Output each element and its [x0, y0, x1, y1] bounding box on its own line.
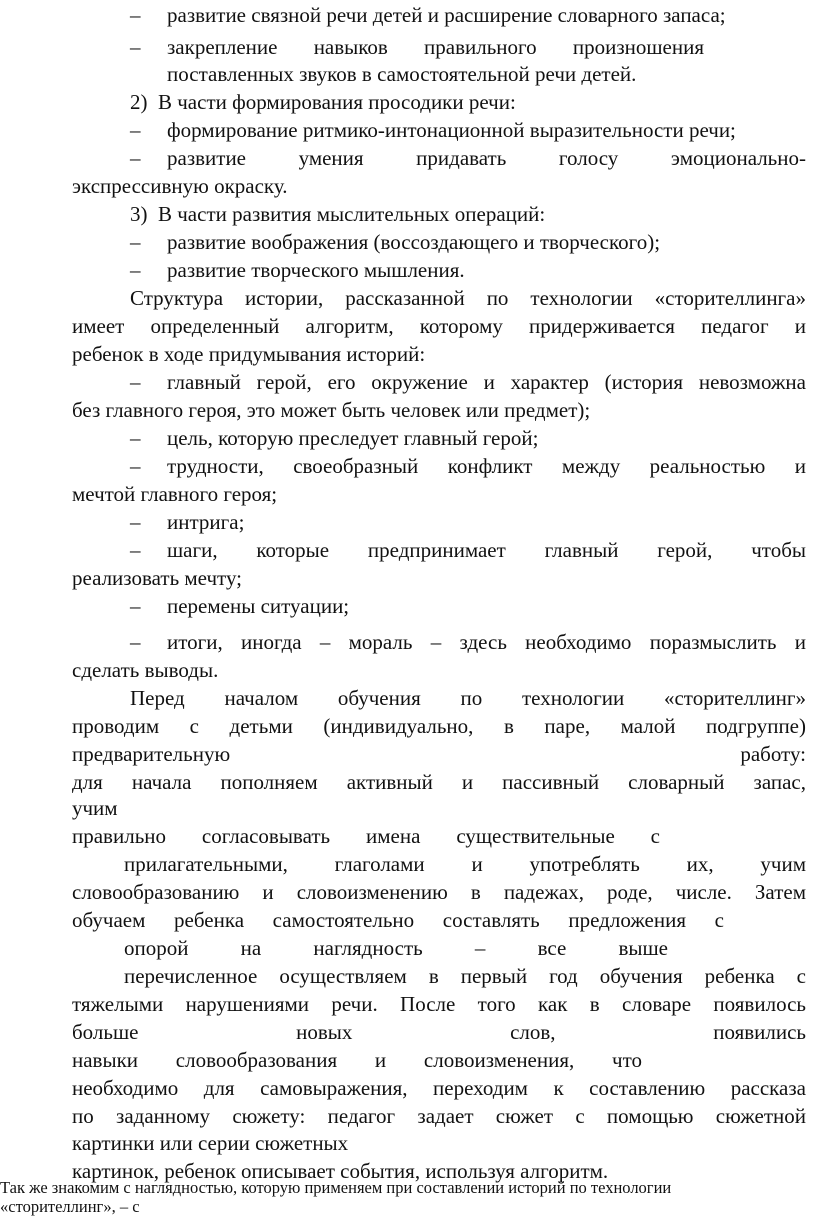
- dash-bullet: –: [130, 510, 141, 534]
- dash-bullet: –: [130, 118, 141, 142]
- text-line: реализовать мечту;: [72, 566, 242, 590]
- text-line: опорой на наглядность – все выше: [124, 936, 668, 960]
- list-item: развитие творческого мышления.: [167, 258, 465, 282]
- dash-bullet: –: [130, 370, 141, 394]
- list-item: развитие связной речи детей и расширение словарного запаса;: [167, 3, 726, 27]
- text-line: проводим с детьми (индивидуально, в паре, малой подгруппе): [72, 714, 806, 738]
- dash-bullet: –: [130, 35, 141, 59]
- text-line: имеет определенный алгоритм, которому придерживается педагог и: [72, 314, 806, 338]
- text-line: мечтой главного героя;: [72, 482, 278, 506]
- text-line: навыки словообразования и словоизменения, что: [72, 1048, 642, 1072]
- text-line: сделать выводы.: [72, 658, 219, 682]
- dash-bullet: –: [130, 426, 141, 450]
- text-line: перечисленное осуществляем в первый год обучения ребенка с: [124, 964, 806, 988]
- text-line: Перед началом обучения по технологии «сторителлинг»: [130, 686, 806, 710]
- list-item: закрепление навыков правильного произношения: [167, 35, 704, 59]
- dash-bullet: –: [130, 538, 141, 562]
- text-line: 3) В части развития мыслительных операций:: [130, 202, 546, 226]
- list-item: перемены ситуации;: [167, 594, 350, 618]
- dash-bullet: –: [130, 258, 141, 282]
- text-line: прилагательными, глаголами и употреблять их, учим: [124, 852, 806, 876]
- dash-bullet: –: [130, 146, 141, 170]
- text-line: 2) В части формирования просодики речи:: [130, 90, 516, 114]
- text-line: правильно согласовывать имена существительные с: [72, 824, 660, 848]
- text-line: для начала пополняем активный и пассивный словарный запас,: [72, 770, 806, 794]
- text-line: поставленных звуков в самостоятельной речи детей.: [167, 62, 637, 86]
- text-line: ребенок в ходе придумывания историй:: [72, 342, 426, 366]
- list-item: цель, которую преследует главный герой;: [167, 426, 539, 450]
- list-item: трудности, своеобразный конфликт между реальностью и: [167, 454, 806, 478]
- list-item: интрига;: [167, 510, 245, 534]
- text-line: предварительную: [72, 742, 231, 766]
- list-item: итоги, иногда – мораль – здесь необходимо поразмыслить и: [167, 630, 806, 654]
- list-item: развитие воображения (воссоздающего и творческого);: [167, 230, 661, 254]
- text-line: учим: [72, 796, 118, 820]
- text-line: работу:: [740, 742, 806, 766]
- text-line: картинки или серии сюжетных: [72, 1131, 349, 1155]
- text-line: словообразованию и словоизменению в падежах, роде, числе. Затем: [72, 880, 806, 904]
- footer-line: Так же знакомим с наглядностью, которую применяем при составлении историй по технологии: [0, 1178, 672, 1197]
- text-line: тяжелыми нарушениями речи. После того как в словаре появилось: [72, 992, 806, 1016]
- dash-bullet: –: [130, 3, 141, 27]
- text-line: картинок, ребенок описывает события, используя алгоритм.: [72, 1159, 609, 1183]
- footer-line: «сторителлинг», – с: [0, 1197, 140, 1216]
- dash-bullet: –: [130, 594, 141, 618]
- text-line: без главного героя, это может быть человек или предмет);: [72, 398, 591, 422]
- list-item: формирование ритмико-интонационной выразительности речи;: [167, 118, 736, 142]
- text-line: экспрессивную окраску.: [72, 174, 288, 198]
- list-item: развитие умения придавать голосу эмоционально-: [167, 146, 806, 170]
- dash-bullet: –: [130, 454, 141, 478]
- dash-bullet: –: [130, 230, 141, 254]
- text-line: больше новых слов, появились: [72, 1020, 806, 1044]
- text-line: по заданному сюжету: педагог задает сюжет с помощью сюжетной: [72, 1104, 806, 1128]
- text-line: Структура истории, рассказанной по технологии «сторителлинга»: [130, 286, 806, 310]
- list-item: шаги, которые предпринимает главный герой, чтобы: [167, 538, 806, 562]
- text-line: необходимо для самовыражения, переходим к составлению рассказа: [72, 1076, 806, 1100]
- text-line: обучаем ребенка самостоятельно составлять предложения с: [72, 908, 724, 932]
- dash-bullet: –: [130, 630, 141, 654]
- list-item: главный герой, его окружение и характер (история невозможна: [167, 370, 806, 394]
